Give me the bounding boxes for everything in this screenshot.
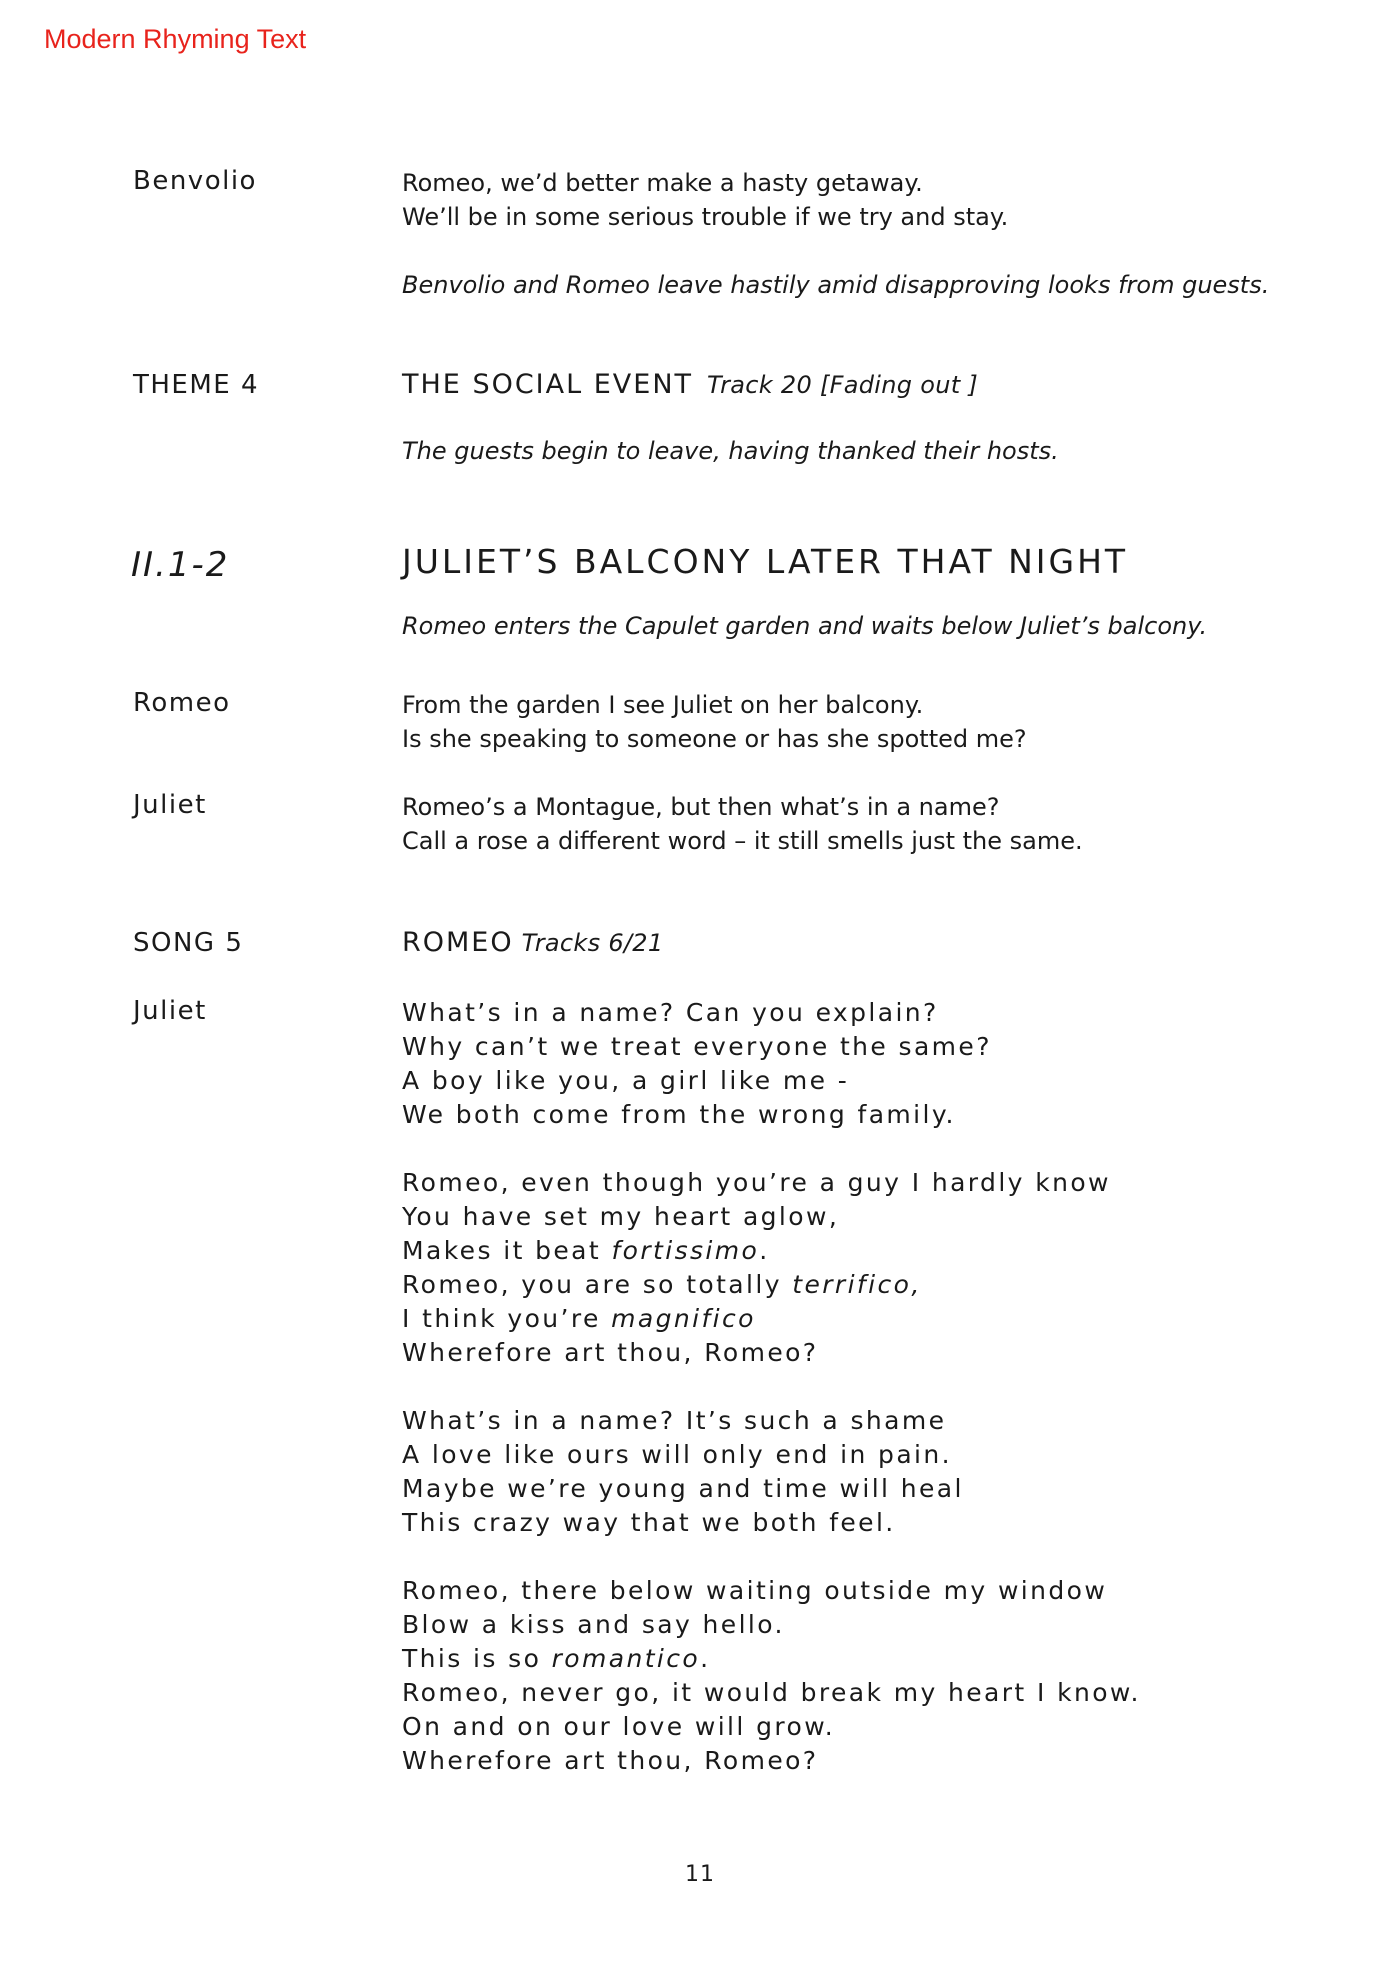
theme-title: THE SOCIAL EVENT xyxy=(402,369,694,400)
lyric-line xyxy=(402,1642,1342,1676)
theme-content xyxy=(402,368,1342,468)
lyric-line: Wherefore art thou, Romeo? xyxy=(402,1746,819,1775)
lyrics-stanza-1 xyxy=(402,996,1342,1132)
speaker-juliet: Juliet xyxy=(133,790,207,820)
lyric-emphasis: fortissimo xyxy=(611,1236,760,1265)
song-heading xyxy=(402,926,1342,960)
scene-label: II.1-2 xyxy=(131,545,230,585)
lyric-emphasis: terrifico, xyxy=(792,1270,922,1299)
lyric-line: You have set my heart aglow, xyxy=(402,1202,840,1231)
lyric-line: A love like ours will only end in pain. xyxy=(402,1440,952,1469)
lyric-line: What’s in a name? It’s such a shame xyxy=(402,1406,947,1435)
juliet-speech xyxy=(402,790,1342,858)
stage-direction: Benvolio and Romeo leave hastily amid disapproving looks from guests. xyxy=(402,271,1270,299)
scene-content xyxy=(402,542,1342,643)
page-number: 11 xyxy=(685,1862,715,1887)
lyric-text: . xyxy=(700,1644,711,1673)
speech-line: We’ll be in some serious trouble if we try and stay. xyxy=(402,203,1009,231)
speech-line: Romeo’s a Montague, but then what’s in a name? xyxy=(402,793,1000,821)
song-lyrics xyxy=(402,996,1342,1812)
song-title: ROMEO xyxy=(402,927,514,958)
lyric-line: We both come from the wrong family. xyxy=(402,1100,956,1129)
lyric-line: A boy like you, a girl like me - xyxy=(402,1066,850,1095)
theme-label: THEME 4 xyxy=(133,370,260,400)
speech-line: Romeo, we’d better make a hasty getaway. xyxy=(402,169,923,197)
lyric-text: Romeo, you are so totally xyxy=(402,1270,793,1299)
lyric-line: Wherefore art thou, Romeo? xyxy=(402,1338,819,1367)
stage-direction: Romeo enters the Capulet garden and waits below Juliet’s balcony. xyxy=(402,612,1208,640)
theme-track: Track 20 [Fading out ] xyxy=(707,371,979,399)
lyric-line: Romeo, never go, it would break my heart I know. xyxy=(402,1678,1141,1707)
lyric-line xyxy=(402,1302,1342,1336)
song-track: Tracks 6/21 xyxy=(521,929,664,957)
lyric-line: On and on our love will grow. xyxy=(402,1712,836,1741)
lyric-line: Romeo, there below waiting outside my window xyxy=(402,1576,1108,1605)
lyrics-stanza-4 xyxy=(402,1574,1342,1778)
lyrics-stanza-2 xyxy=(402,1166,1342,1370)
lyric-line: Romeo, even though you’re a guy I hardly know xyxy=(402,1168,1111,1197)
stage-direction: The guests begin to leave, having thanked their hosts. xyxy=(402,437,1059,465)
speaker-juliet-song: Juliet xyxy=(133,996,207,1026)
lyric-line: Blow a kiss and say hello. xyxy=(402,1610,785,1639)
lyric-text: . xyxy=(759,1236,770,1265)
song-label: SONG 5 xyxy=(133,928,244,958)
lyric-line: Why can’t we treat everyone the same? xyxy=(402,1032,992,1061)
romeo-speech xyxy=(402,688,1342,756)
header-tag: Modern Rhyming Text xyxy=(44,24,307,54)
lyric-text: I think you’re xyxy=(402,1304,612,1333)
lyric-line: This crazy way that we both feel. xyxy=(402,1508,896,1537)
lyric-text: Makes it beat xyxy=(402,1236,612,1265)
lyric-emphasis: magnifico xyxy=(611,1304,756,1333)
speech-line: Is she speaking to someone or has she spotted me? xyxy=(402,725,1027,753)
speaker-romeo: Romeo xyxy=(133,688,231,718)
speech-line: From the garden I see Juliet on her balcony. xyxy=(402,691,924,719)
lyric-text: This is so xyxy=(402,1644,552,1673)
lyric-line: Maybe we’re young and time will heal xyxy=(402,1474,964,1503)
theme-heading xyxy=(402,368,1342,402)
lyric-line xyxy=(402,1234,1342,1268)
song-content xyxy=(402,926,1342,960)
benvolio-speech xyxy=(402,166,1342,302)
lyrics-stanza-3 xyxy=(402,1404,1342,1540)
lyric-line xyxy=(402,1268,1342,1302)
lyric-emphasis: romantico xyxy=(551,1644,701,1673)
speaker-benvolio: Benvolio xyxy=(133,166,257,196)
lyric-line: What’s in a name? Can you explain? xyxy=(402,998,939,1027)
speech-line: Call a rose a different word – it still smells just the same. xyxy=(402,827,1083,855)
scene-title: JULIET’S BALCONY LATER THAT NIGHT xyxy=(402,542,1129,581)
